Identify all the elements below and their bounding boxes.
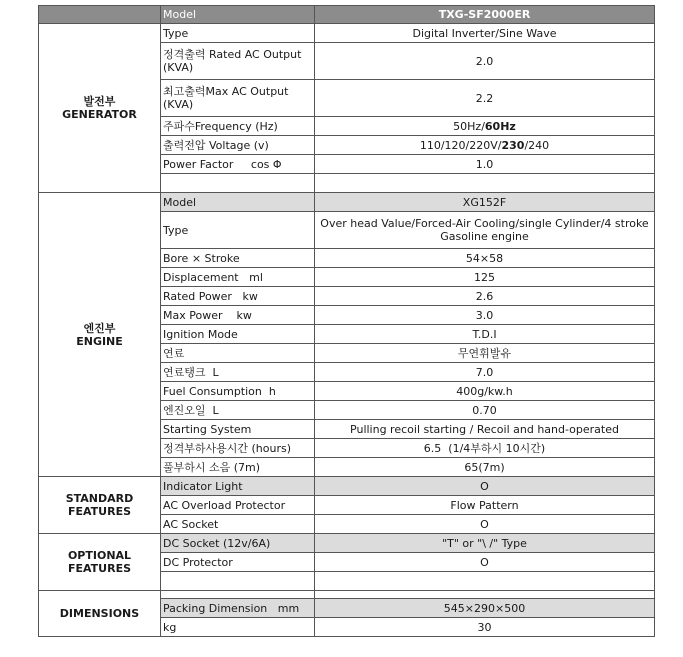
generator-title-en: GENERATOR	[62, 108, 137, 121]
spec-value: Digital Inverter/Sine Wave	[315, 24, 655, 43]
spec-value: 65(7m)	[315, 458, 655, 477]
generator-section-title	[39, 24, 161, 193]
spec-label: 풀부하시 소음 (7m)	[161, 458, 315, 477]
optional-section-title	[39, 534, 161, 591]
engine-section-title	[39, 193, 161, 477]
spec-label: Fuel Consumption h	[161, 382, 315, 401]
optional-title-line1: OPTIONAL	[67, 549, 132, 562]
frequency-value-bold: 60Hz	[484, 119, 516, 133]
spec-value: 30	[315, 618, 655, 637]
generator-row-type	[39, 24, 655, 43]
frequency-value-pre: 50Hz/	[453, 119, 485, 133]
spec-label	[161, 591, 315, 599]
spec-value: 3.0	[315, 306, 655, 325]
spec-label	[161, 572, 315, 591]
spec-value: 400g/kw.h	[315, 382, 655, 401]
spec-value: 545×290×500	[315, 599, 655, 618]
spec-label: kg	[161, 618, 315, 637]
spec-label: DC Protector	[161, 553, 315, 572]
header-model-value: TXG-SF2000ER	[315, 6, 655, 24]
optional-title-line2: FEATURES	[67, 562, 132, 575]
spec-label: Power Factor cos Φ	[161, 155, 315, 174]
spec-value: O	[315, 477, 655, 496]
spec-value: O	[315, 553, 655, 572]
engine-row-model	[39, 193, 655, 212]
spec-label: Model	[161, 193, 315, 212]
optional-row-dc-socket	[39, 534, 655, 553]
spec-label: AC Overload Protector	[161, 496, 315, 515]
spec-value: O	[315, 515, 655, 534]
spec-label: Indicator Light	[161, 477, 315, 496]
spec-value: 6.5 (1/4부하시 10시간)	[315, 439, 655, 458]
spec-label	[161, 174, 315, 193]
spec-label: Starting System	[161, 420, 315, 439]
generator-title-ko: 발전부	[83, 95, 116, 108]
spec-label: 주파수Frequency (Hz)	[161, 117, 315, 136]
engine-title-ko: 엔진부	[83, 321, 116, 335]
spec-label: 정격출력 Rated AC Output (KVA)	[161, 43, 315, 80]
spec-value: 7.0	[315, 363, 655, 382]
spec-label: 연료	[161, 344, 315, 363]
spec-label: Type	[161, 24, 315, 43]
header-model-label: Model	[161, 6, 315, 24]
spec-label: Rated Power kw	[161, 287, 315, 306]
spec-label: Displacement ml	[161, 268, 315, 287]
spec-value: 125	[315, 268, 655, 287]
spec-value: 54×58	[315, 249, 655, 268]
spec-label: Type	[161, 212, 315, 249]
spec-value	[315, 591, 655, 599]
spec-label: Ignition Mode	[161, 325, 315, 344]
dimensions-section-title: DIMENSIONS	[39, 591, 161, 637]
spec-value: Flow Pattern	[315, 496, 655, 515]
voltage-value-post: /240	[524, 138, 550, 152]
spec-value: 0.70	[315, 401, 655, 420]
spec-value: 2.6	[315, 287, 655, 306]
spec-label: 출력전압 Voltage (v)	[161, 136, 315, 155]
spec-value: 2.2	[315, 80, 655, 117]
spec-value: Pulling recoil starting / Recoil and hand-operated	[315, 420, 655, 439]
spec-table	[38, 5, 655, 637]
standard-row-indicator	[39, 477, 655, 496]
spec-value: Over head Value/Forced-Air Cooling/single Cylinder/4 stroke Gasoline engine	[315, 212, 655, 249]
spec-value: T.D.I	[315, 325, 655, 344]
voltage-value-pre: 110/120/220V/	[419, 138, 502, 152]
spec-value	[315, 572, 655, 591]
spec-value: 무연휘발유	[315, 344, 655, 363]
dimensions-row-empty	[39, 591, 655, 599]
spec-value	[315, 136, 655, 155]
header-corner-cell	[39, 6, 161, 24]
spec-label: AC Socket	[161, 515, 315, 534]
spec-value	[315, 174, 655, 193]
standard-section-title	[39, 477, 161, 534]
header-row	[39, 6, 655, 24]
spec-label: Max Power kw	[161, 306, 315, 325]
spec-value: XG152F	[315, 193, 655, 212]
standard-title-line1: STANDARD	[65, 492, 134, 505]
standard-title-line2: FEATURES	[67, 505, 132, 518]
engine-title-en: ENGINE	[76, 334, 123, 348]
spec-label: Bore × Stroke	[161, 249, 315, 268]
spec-value: 1.0	[315, 155, 655, 174]
spec-label: DC Socket (12v/6A)	[161, 534, 315, 553]
spec-label: 정격부하사용시간 (hours)	[161, 439, 315, 458]
spec-label: 엔진오일 L	[161, 401, 315, 420]
spec-value: 2.0	[315, 43, 655, 80]
spec-label: 연료탱크 L	[161, 363, 315, 382]
spec-label: Packing Dimension mm	[161, 599, 315, 618]
voltage-value-bold: 230	[501, 138, 525, 152]
spec-label: 최고출력Max AC Output (KVA)	[161, 80, 315, 117]
spec-value	[315, 117, 655, 136]
spec-value: "T" or "\ /" Type	[315, 534, 655, 553]
